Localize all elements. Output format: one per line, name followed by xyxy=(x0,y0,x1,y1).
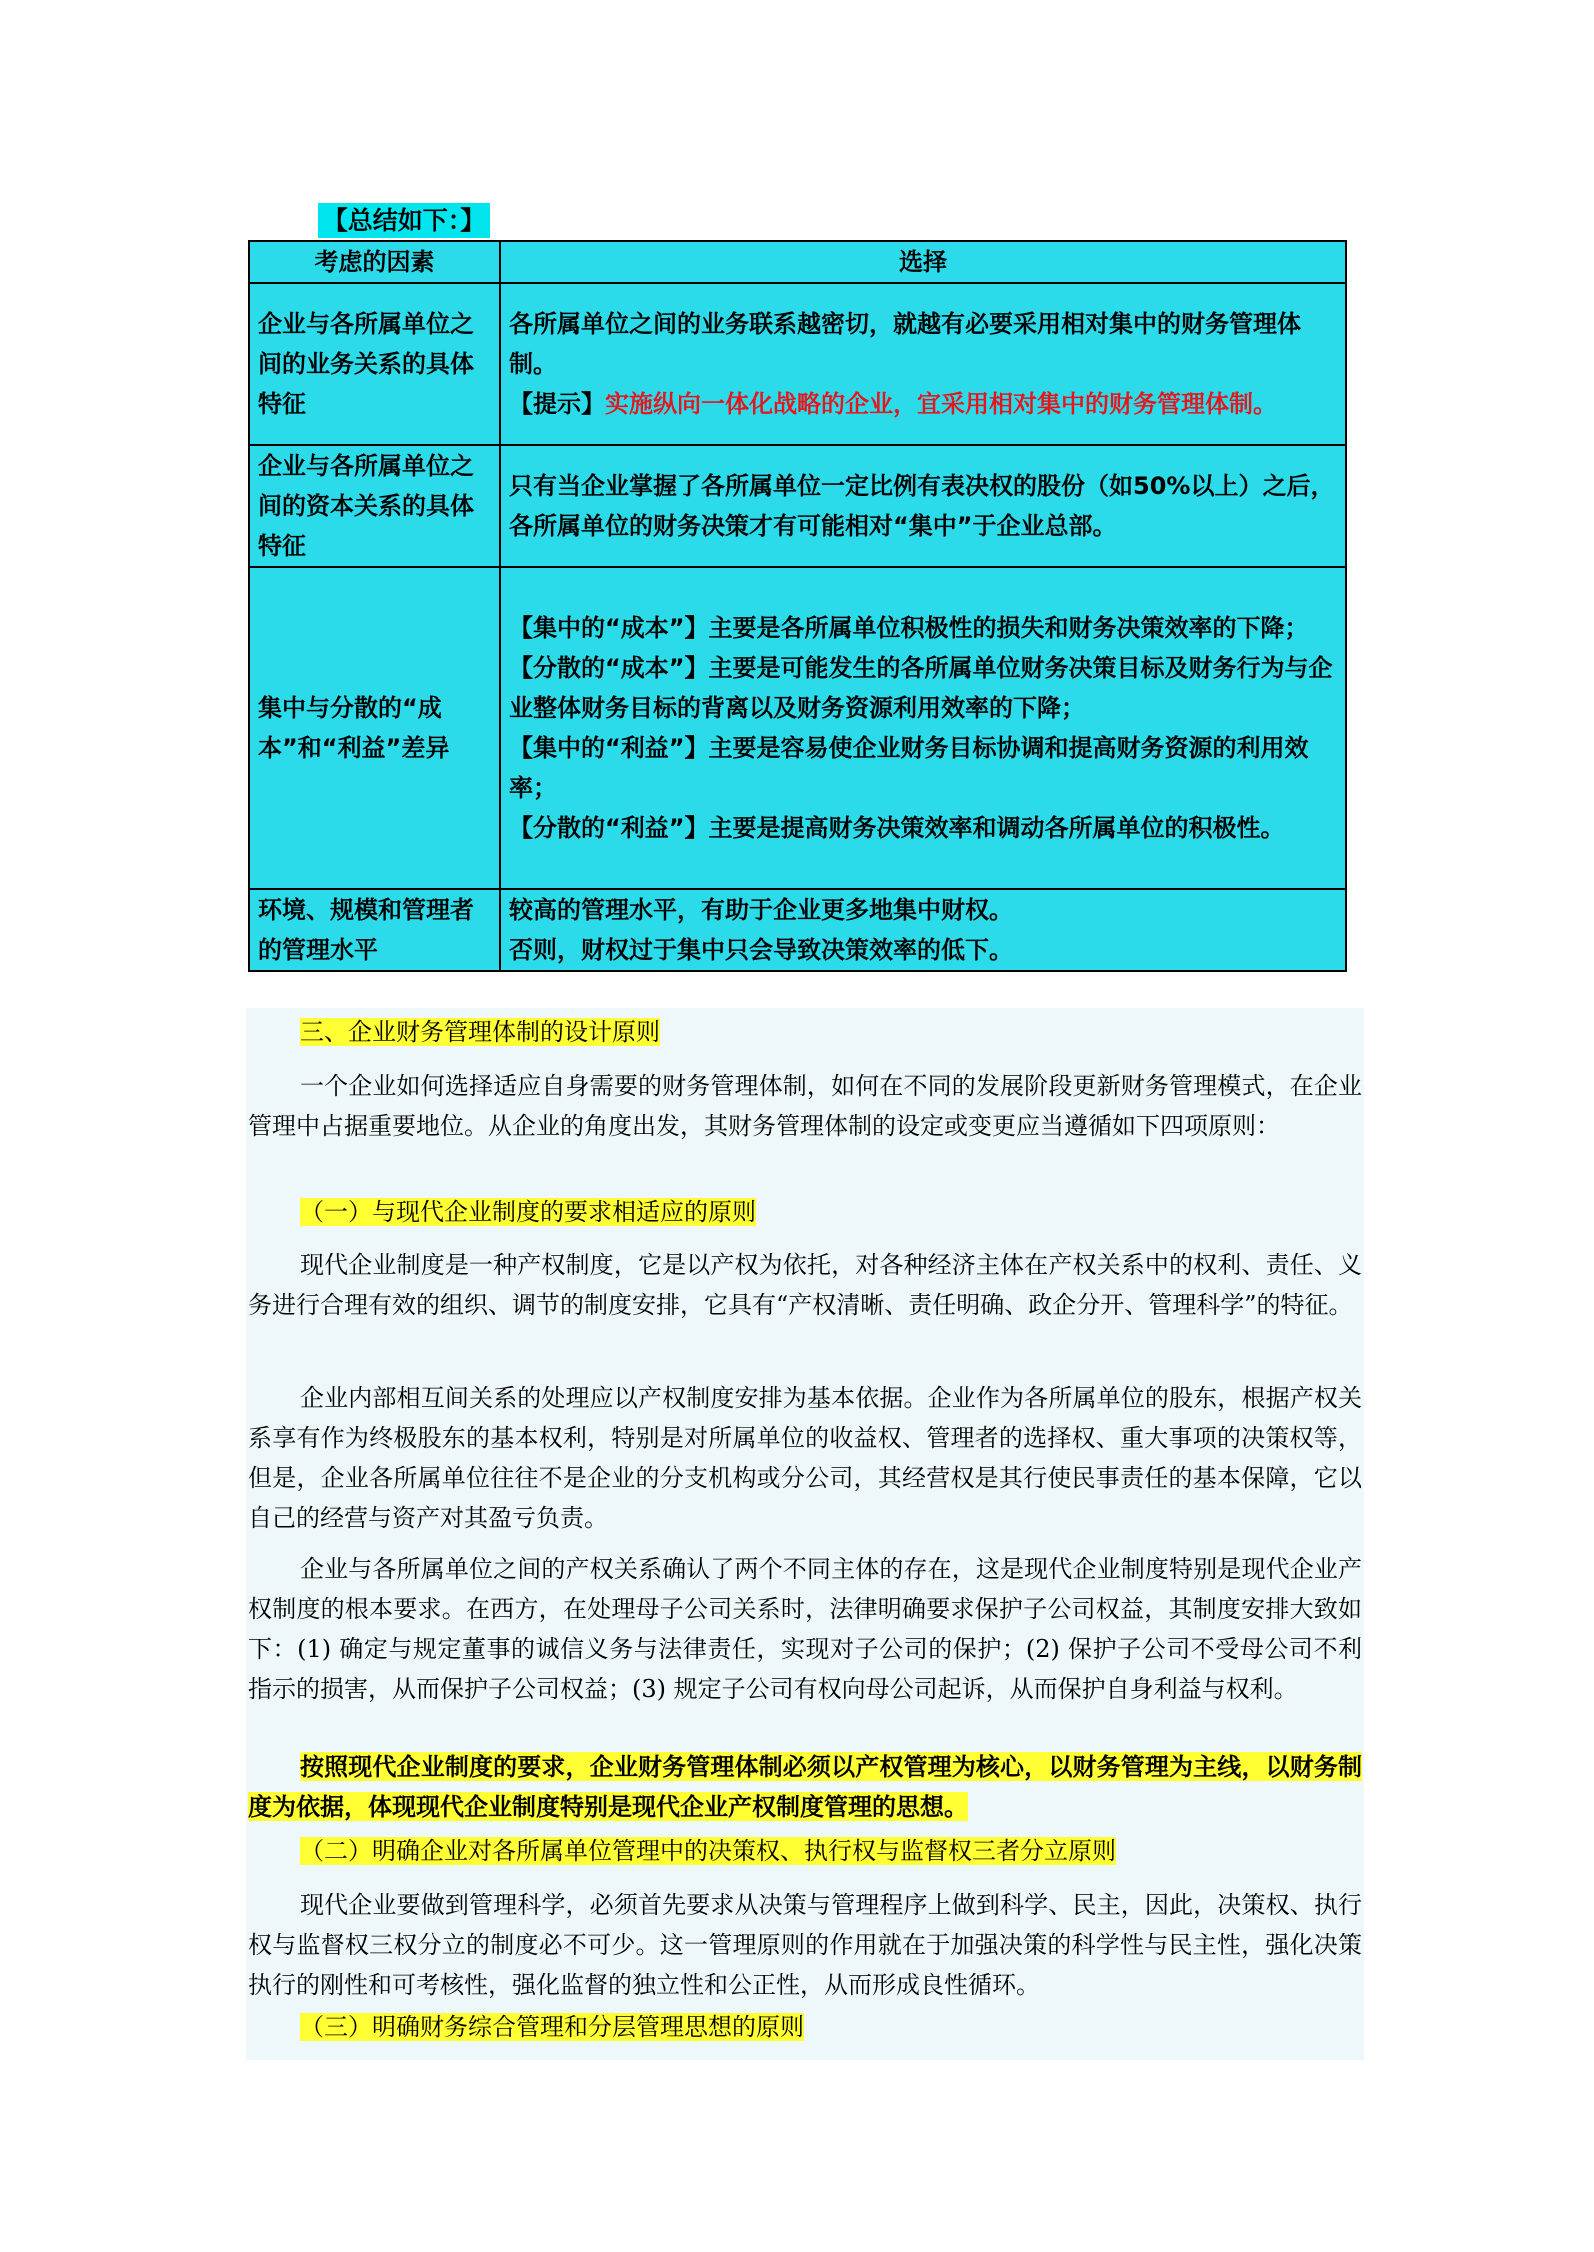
table-row xyxy=(249,889,1346,971)
principle-1-heading: （一）与现代企业制度的要求相适应的原则 xyxy=(300,1198,756,1226)
table-row xyxy=(249,567,1346,889)
tip-line xyxy=(509,384,1337,424)
choice-cell xyxy=(500,283,1346,445)
choice-cell xyxy=(500,445,1346,567)
factor-cell: 企业与各所属单位之间的资本关系的具体特征 xyxy=(249,445,500,567)
choice-cell xyxy=(500,889,1346,971)
header-choice: 选择 xyxy=(500,241,1346,283)
choice-cell xyxy=(500,567,1346,889)
tip-label: 【提示】 xyxy=(509,390,605,418)
intro-paragraph: 一个企业如何选择适应自身需要的财务管理体制，如何在不同的发展阶段更新财务管理模式，在企业管理中占据重要地位。从企业的角度出发，其财务管理体制的设定或变更应当遵循如下四项原则： xyxy=(248,1072,1362,1140)
table-row xyxy=(249,283,1346,445)
paragraph: 现代企业要做到管理科学，必须首先要求从决策与管理程序上做到科学、民主，因此，决策权、执行权与监督权三权分立的制度必不可少。这一管理原则的作用就在于加强决策的科学性与民主性，强化决策执行的刚性和可考核性，强化监督的独立性和公正性，从而形成良性循环。 xyxy=(248,1891,1362,1999)
highlight-paragraph: 按照现代企业制度的要求，企业财务管理体制必须以产权管理为核心，以财务管理为主线，以财务制度为依据，体现现代企业制度特别是现代企业产权制度管理的思想。 xyxy=(248,1752,1362,1821)
table-row xyxy=(249,445,1346,567)
principle-3-heading: （三）明确财务综合管理和分层管理思想的原则 xyxy=(300,2013,804,2041)
header-factor: 考虑的因素 xyxy=(249,241,500,283)
paragraph: 企业内部相互间关系的处理应以产权制度安排为基本依据。企业作为各所属单位的股东，根据产权关系享有作为终极股东的基本权利，特别是对所属单位的收益权、管理者的选择权、重大事项的决策权等，但是，企业各所属单位往往不是企业的分支机构或分公司，其经营权是其行使民事责任的基本保障，它以自己的经营与资产对其盈亏负责。 xyxy=(248,1384,1362,1532)
choice-line: 各所属单位之间的业务联系越密切，就越有必要采用相对集中的财务管理体制。 xyxy=(509,310,1301,378)
summary-label: 【总结如下：】 xyxy=(318,203,490,238)
choice-line: 否则，财权过于集中只会导致决策效率的低下。 xyxy=(509,936,1013,964)
choice-line: 【分散的“利益”】主要是提高财务决策效率和调动各所属单位的积极性。 xyxy=(509,814,1285,842)
tip-text: 实施纵向一体化战略的企业，宜采用相对集中的财务管理体制。 xyxy=(605,390,1277,418)
choice-line: 【分散的“成本”】主要是可能发生的各所属单位财务决策目标及财务行为与企业整体财务目标的背离以及财务资源利用效率的下降； xyxy=(509,654,1333,722)
paragraph: 现代企业制度是一种产权制度，它是以产权为依托，对各种经济主体在产权关系中的权利、责任、义务进行合理有效的组织、调节的制度安排，它具有“产权清晰、责任明确、政企分开、管理科学”的特征。 xyxy=(248,1251,1362,1319)
choice-line: 【集中的“利益”】主要是容易使企业财务目标协调和提高财务资源的利用效率； xyxy=(509,734,1309,802)
principle-2-heading: （二）明确企业对各所属单位管理中的决策权、执行权与监督权三者分立原则 xyxy=(300,1837,1116,1865)
factor-cell: 集中与分散的“成本”和“利益”差异 xyxy=(249,567,500,889)
choice-line: 较高的管理水平，有助于企业更多地集中财权。 xyxy=(509,896,1013,924)
factor-cell: 环境、规模和管理者的管理水平 xyxy=(249,889,500,971)
section-title: 三、企业财务管理体制的设计原则 xyxy=(300,1018,660,1046)
paragraph: 企业与各所属单位之间的产权关系确认了两个不同主体的存在，这是现代企业制度特别是现代企业产权制度的根本要求。在西方，在处理母子公司关系时，法律明确要求保护子公司权益，其制度安排大致如下：(1) 确定与规定董事的诚信义务与法律责任，实现对子公司的保护；(2) 保护子公司不受母公司不利指示的损害，从而保护子公司权益；(3) 规定子公司有权向母公司起诉，从而保护自身利益与权利。 xyxy=(248,1555,1362,1703)
choice-line: 【集中的“成本”】主要是各所属单位积极性的损失和财务决策效率的下降； xyxy=(509,614,1309,642)
table-header-row xyxy=(249,241,1346,283)
factor-cell: 企业与各所属单位之间的业务关系的具体特征 xyxy=(249,283,500,445)
choice-line: 只有当企业掌握了各所属单位一定比例有表决权的股份（如50%以上）之后，各所属单位的财务决策才有可能相对“集中”于企业总部。 xyxy=(509,472,1335,540)
summary-table xyxy=(248,240,1347,972)
